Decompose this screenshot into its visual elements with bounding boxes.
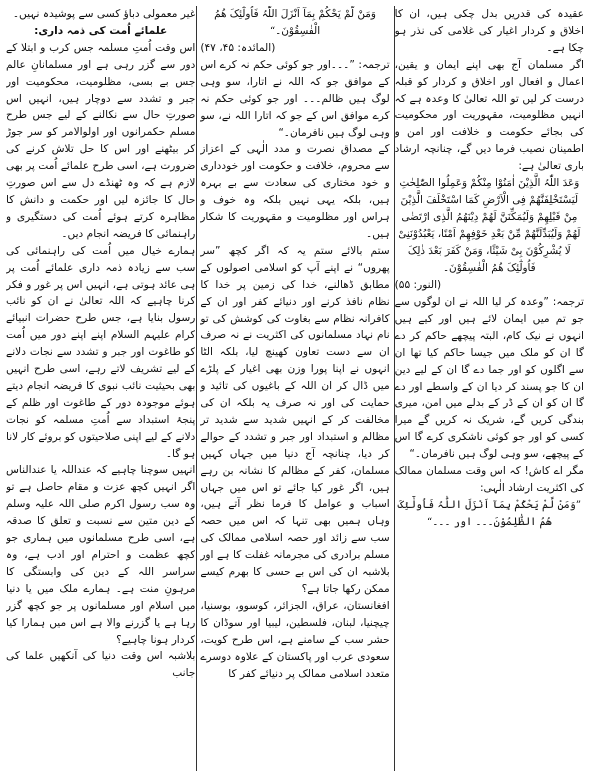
paragraph: ستم بالائے ستم یہ کہ اگر کچھ ”سر پھروں“ نے اپنے آپ کو اسلامی اصولوں کے مطابق ڈھالنے، خدا کی زمین پر خدا کا نظام نافذ کرنے اور دنیائے کفر اور ان کے کافرانہ نظام سے بغاوت کی کوشش کی تو نام نہاد مسلمانوں کی اکثریت نے نہ صرف ان سے دست تعاون کھینچ لیا، بلکہ الٹا انہوں نے اپنا پورا وزن بھی اغیار کے پلڑے میں ڈال کر ان اللہ کے باغیوں کی تائید و حمایت کی اور نہ صرف یہ بلکہ ان کی مخالفت کر کے انہیں شدید سے شدید تر مظالم و استبداد اور جبر و تشدد کے حوالے کر دیا، چنانچہ آج دنیا میں جہاں کہیں مسلمان، کفر کے مظالم کا نشانہ بن رہے ہیں، اگر غور کیا جائے تو اس میں جہاں اسباب و عوامل کا فرما نظر آتے ہیں، وہاں ہمیں بھی تنہا کہ اس میں حصہ سب سے زائد اور حصہ اسلامی ممالک کی مسلم برادری کی مجرمانہ غفلت کا ہے اور بلاشبہ ان کی اس بے حسی کا بھرم کیسے ممکن رکھا جاتا ہے؟ — [200, 244, 390, 595]
verse-reference: (النور: ۵۵) — [394, 279, 442, 292]
paragraph: کے مصداق نصرت و مدد الٰہی کے اعزاز سے محروم، خلافت و حکومت اور خودداری و خود مختاری کی سعادت سے بے بہرہ ہیں، بلکہ یہی نہیں بلکہ وہ خوف و ہراس اور مظلومیت و مقہوریت کا شکار ہیں۔ — [200, 143, 390, 240]
section-heading: علمائے اُمت کی ذمہ داری: — [34, 24, 168, 37]
text-column-middle — [200, 6, 389, 771]
column-divider-right — [394, 6, 395, 771]
paragraph: مگر اے کاش! کہ اس وقت مسلمان ممالک کی اکثریت ارشاد الٰہی: — [394, 465, 584, 494]
paragraph: افغانستان، عراق، الجزائر، کوسوو، بوسنیا، چیچنیا، لبنان، فلسطین، لیبیا اور سوڈان کا حشر سب کے سامنے ہے، اس طرح کویت، سعودی عرب اور پاکستان کے علاوہ دوسرے متعدد اسلامی ممالک پر دنیائے کفر کا — [200, 599, 390, 680]
quranic-verse: ”وَمَنْ لَّمْ یَحْکُمْ بِمَآ اَنْزَلَ اللّٰہُ فَاُولٰٓئِکَ ھُمُ الظّٰلِمُوْنَ۔۔۔ اور ۔۔۔“ — [397, 498, 582, 528]
quranic-verse: وَعَدَ اللّٰہُ الَّذِیْنَ اٰمَنُوْا مِنْکُمْ وَعَمِلُوا الصّٰلِحٰتِ لَیَسْتَخْلِفَنَّھُمْ فِی الْاَرْضِ کَمَا اسْتَخْلَفَ الَّذِیْنَ مِنْ قَبْلِھِمْ وَلَیُمَکِّنَنَّ لَھُمْ دِیْنَھُمُ الَّذِی ارْتَضٰی لَھُمْ وَلَیُبَدِّلَنَّھُمْ مِّنْ بَعْدِ خَوْفِھِمْ اَمْنًا، یَعْبُدُوْنَنِیْ لَا یُشْرِکُوْنَ بِیْ شَیْئًا، وَمَنْ کَفَرَ بَعْدَ ذٰلِکَ فَاُولٰٓئِکَ ھُمُ الْفٰسِقُوْنَ۔ — [398, 177, 581, 275]
paragraph: عقیدہ کی قدریں بدل چکی ہیں، ان کا اخلاق و کردار اغیار کی غلامی کی نذر ہو چکا ہے۔ — [394, 8, 584, 54]
verse-reference: (المائدہ: ۴۵، ۴۷) — [200, 42, 276, 54]
paragraph: انہیں سوچنا چاہیے کہ عنداللہ یا عندالناس اگر انہیں کچھ عزت و مقام حاصل ہے تو وہ سب رسول اکرم صلی اللہ علیہ وسلم کے دین متین سے نسبت و تعلق کا صدقہ ہے، اسی طرح مسلمانوں میں ہماری جو کچھ عظمت و احترام اور ادب ہے، وہ سراسر اللہ کے دین کی وابستگی کا مرہونِ منت ہے۔ ہمارے ملک میں یا دنیا میں اسلام اور مسلمانوں پر جو کچھ گزر رہا ہے یا گزرنے والا ہے اس میں ہمارا کیا کردار ہونا چاہیے؟ — [6, 464, 196, 646]
paragraph: بلاشبہ اس وقت دنیا کی آنکھیں علما کی جانب — [6, 650, 196, 680]
paragraph: ترجمہ: ”۔۔۔اور جو کوئی حکم نہ کرے اس کے موافق جو کہ اللہ نے اتارا، سو وہی لوگ ہیں ظالم۔۔۔ اور جو کوئی حکم نہ کرے موافق اس کے جو کہ اتارا اللہ نے، سو وہی لوگ ہیں نافرمان۔“ — [200, 58, 390, 139]
paragraph: اگر مسلمان آج بھی اپنے ایمان و یقین، اعمال و افعال اور اخلاق و کردار کو قبلہ درست کر لیں تو اللہ تعالیٰ کا وعدہ ہے کہ انہیں مظلومیت، مقہوریت اور محکومیت کی بجائے حکومت و خلافت اور امن و اطمینان نصیب فرما دیں گے، چنانچہ ارشاد باری تعالیٰ ہے: — [394, 58, 584, 173]
paragraph: اس وقت اُمتِ مسلمہ جس کرب و ابتلا کے دور سے گزر رہی ہے اور مسلمانانِ عالم جس بے بسی، مظلومیت، محکومیت اور جبر و تشدد سے دوچار ہیں، انہیں اس صورتِ حال سے نکالنے کے لیے جس طرح مسلم حکمرانوں اور اولوالامر کو سر جوڑ کر بیٹھنے اور اس کا حل تلاش کرنے کی ضرورت ہے، اسی طرح علمائے اُمت پر بھی لازم ہے کہ وہ ٹھنڈے دل سے اس صورتِ حال کا جائزہ لیں اور حکمت و دانش کا مظاہرہ کرتے ہوئے اُمت کی دستگیری و راہنمائی کا فریضہ انجام دیں۔ — [6, 41, 196, 240]
text-column-left — [6, 6, 195, 771]
paragraph: ترجمہ: ”وعدہ کر لیا اللہ نے ان لوگوں سے جو تم میں ایمان لائے ہیں اور کیے ہیں انہوں نے نیک کام، البتہ پیچھے حاکم کر دے گا ان کو ملک میں جیسا حاکم کیا تھا ان سے اگلوں کو اور جما دے گا ان کے لیے دین ان کا جو پسند کر دیا ان کے واسطے اور دے گا ان کو ان کے ڈر کے بدلے میں امن، میری بندگی کریں گے، شریک نہ کریں گے میرا کسی کو اور جو کوئی ناشکری کرے گا اس کے پیچھے، سو وہی لوگ ہیں نافرمان۔“ — [394, 295, 584, 461]
quranic-verse: وَمَنْ لَّمْ یَحْکُمْ بِمَآ اَنْزَلَ اللّٰہُ فَاُولٰٓئِکَ ھُمُ الْفٰسِقُوْنَ۔“ — [214, 8, 376, 37]
paragraph: ہمارے خیال میں اُمت کی راہنمائی کی سب سے زیادہ ذمہ داری علمائے اُمت پر ہی عائد ہوتی ہے، انہیں اس پر غور و فکر کرنا چاہیے کہ اللہ تعالیٰ نے ان کو نائب رسول بنایا ہے، جس طرح حضرات انبیائے کرام علیہم السلام اپنے اپنے دور میں اُمت کو طاغوت اور جبر و تشدد سے نجات دلانے کے لیے تشریف لاتے رہے، اسی طرح انہیں بھی بحیثیت نائب نبوی کا فریضہ انجام دیتے ہوئے موجودہ دور کے طاغوت اور ظلم کے پنجۂ استبداد سے اُمتِ مسلمہ کو نجات دلانے کے لیے اپنی صلاحیتوں کو بروئے کار لانا ہو گا۔ — [6, 244, 196, 460]
column-divider-left — [196, 6, 197, 771]
text-column-right — [395, 6, 584, 771]
paragraph: غیر معمولی دباؤ کسی سے پوشیدہ نہیں۔ — [12, 8, 196, 20]
